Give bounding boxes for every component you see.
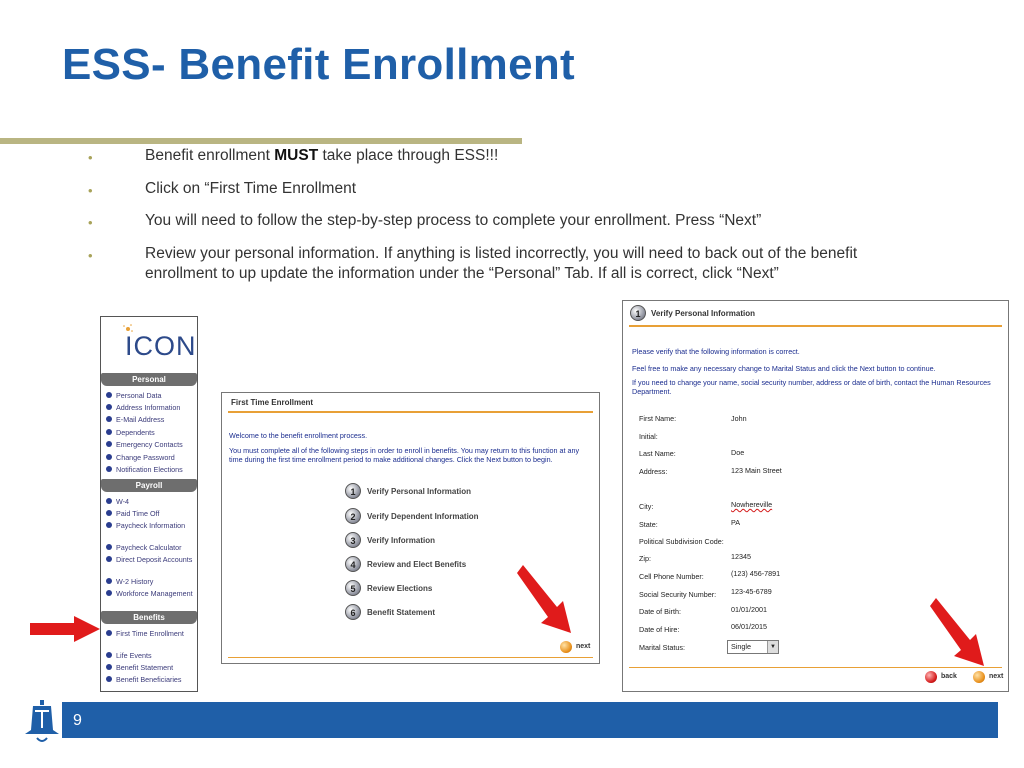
red-arrow-down-right-icon <box>930 598 986 668</box>
step-1-icon: 1 <box>345 483 361 499</box>
bullet-dot-icon <box>106 441 112 447</box>
sidebar-item-benefit-statement[interactable] <box>106 663 194 672</box>
red-arrow-right-icon <box>30 616 100 642</box>
next-arrow-icon[interactable] <box>560 641 572 653</box>
step-2-icon: 2 <box>345 508 361 524</box>
field-label: First Name: <box>639 414 677 423</box>
bullet-dot-icon <box>106 392 112 398</box>
verify-line-3: If you need to change your name, social security number, address or date of birth, contact the Human Resources Department. <box>632 378 991 396</box>
bullet-dot-icon <box>106 498 112 504</box>
sidebar-item-label: W-4 <box>116 497 130 506</box>
welcome-text: Welcome to the benefit enrollment process. <box>229 431 368 440</box>
bullet-marker: • <box>88 150 93 165</box>
field-label: Initial: <box>639 432 658 441</box>
bullet-dot-icon <box>106 676 112 682</box>
sidebar-item-w-2-history[interactable] <box>106 577 194 586</box>
field-label: Address: <box>639 467 668 476</box>
step-4-icon: 4 <box>345 556 361 572</box>
field-label: Political Subdivision Code: <box>639 537 724 546</box>
logo-sparkle-icon <box>123 321 131 329</box>
field-label: State: <box>639 520 658 529</box>
field-label: Last Name: <box>639 449 676 458</box>
bullet-dot-icon <box>106 664 112 670</box>
sidebar-item-label: Address Information <box>116 403 181 412</box>
step-6-label: Benefit Statement <box>367 608 436 617</box>
field-label: Date of Hire: <box>639 625 680 634</box>
sidebar-item-direct-deposit-accounts[interactable] <box>106 555 194 564</box>
ess-sidebar <box>100 316 198 692</box>
bullet-marker: • <box>88 183 93 198</box>
sidebar-item-label: Personal Data <box>116 391 162 400</box>
red-arrow-down-right-icon <box>517 565 573 635</box>
step-6-icon: 6 <box>345 604 361 620</box>
field-value: John <box>731 414 747 423</box>
bullet-marker: • <box>88 215 93 230</box>
bullet-2: Click on “First Time Enrollment <box>145 180 357 197</box>
panel-header: First Time Enrollment <box>231 398 314 407</box>
field-value: 06/01/2015 <box>731 622 767 631</box>
verify-line-2: Feel free to make any necessary change to Marital Status and click the Next button to continue. <box>632 364 936 373</box>
bullet-dot-icon <box>106 652 112 658</box>
bullet-dot-icon <box>106 630 112 636</box>
sidebar-item-paid-time-off[interactable] <box>106 509 194 518</box>
step-1-icon: 1 <box>630 305 646 321</box>
sidebar-item-label: Life Events <box>116 651 152 660</box>
sidebar-item-workforce-management[interactable] <box>106 589 194 598</box>
sidebar-item-notification-elections[interactable] <box>106 465 194 474</box>
step-3-label: Verify Information <box>367 536 436 545</box>
bullet-dot-icon <box>106 416 112 422</box>
sidebar-item-emergency-contacts[interactable] <box>106 440 194 449</box>
step-5-icon: 5 <box>345 580 361 596</box>
footer-bar <box>62 702 998 738</box>
marital-status-select[interactable] <box>727 640 779 654</box>
verify-header: Verify Personal Information <box>651 309 756 318</box>
step-4-label: Review and Elect Benefits <box>367 560 467 569</box>
field-value: 123-45-6789 <box>731 587 772 596</box>
sidebar-section-benefits[interactable]: Benefits <box>101 611 197 624</box>
sidebar-item-label: Notification Elections <box>116 465 183 474</box>
footer-rule <box>228 657 593 658</box>
bullet-dot-icon <box>106 510 112 516</box>
sidebar-item-dependents[interactable] <box>106 428 194 437</box>
sidebar-section-payroll[interactable]: Payroll <box>101 479 197 492</box>
sidebar-item-label: Dependents <box>116 428 155 437</box>
back-button[interactable]: back <box>941 673 957 680</box>
bullet-1-bold: MUST <box>274 147 319 164</box>
next-button[interactable]: next <box>576 643 591 650</box>
verify-header-rule <box>629 325 1002 327</box>
field-label: City: <box>639 502 654 511</box>
bullet-1-post: take place through ESS!!! <box>318 147 499 164</box>
sidebar-item-w-4[interactable] <box>106 497 194 506</box>
bullet-marker: • <box>88 248 93 263</box>
step-3-icon: 3 <box>345 532 361 548</box>
sidebar-item-label: Direct Deposit Accounts <box>116 555 193 564</box>
chevron-down-icon[interactable]: ▼ <box>767 641 778 653</box>
bullet-1-pre: Benefit enrollment <box>145 147 275 164</box>
field-value: PA <box>731 518 741 527</box>
field-value: Doe <box>731 448 745 457</box>
field-label: Cell Phone Number: <box>639 572 704 581</box>
field-value: 01/01/2001 <box>731 605 767 614</box>
step-5-label: Review Elections <box>367 584 433 593</box>
sidebar-item-personal-data[interactable] <box>106 391 194 400</box>
bullet-dot-icon <box>106 578 112 584</box>
sidebar-item-change-password[interactable] <box>106 453 194 462</box>
field-value: 123 Main Street <box>731 466 782 475</box>
bullet-dot-icon <box>106 454 112 460</box>
sidebar-item-label: Benefit Beneficiaries <box>116 675 182 684</box>
next-button[interactable]: next <box>989 673 1004 680</box>
bullet-dot-icon <box>106 466 112 472</box>
field-label: Social Security Number: <box>639 590 717 599</box>
sidebar-item-label: First Time Enrollment <box>116 629 184 638</box>
bullet-4-line-2: enrollment to up update the information under the “Personal” Tab. If all is correct, click “Next” <box>145 265 779 282</box>
sidebar-item-life-events[interactable] <box>106 651 194 660</box>
slide-title: ESS- Benefit Enrollment <box>62 40 575 89</box>
field-value: 12345 <box>731 552 751 561</box>
field-label: Date of Birth: <box>639 607 681 616</box>
liberty-bell-logo-icon <box>25 700 59 744</box>
sidebar-section-personal[interactable]: Personal <box>101 373 197 386</box>
field-value: Nowhereville <box>731 500 773 509</box>
field-label: Zip: <box>639 554 651 563</box>
field-label: Marital Status: <box>639 643 685 652</box>
bullet-dot-icon <box>106 544 112 550</box>
bullet-dot-icon <box>106 590 112 596</box>
page-number: 9 <box>73 712 82 729</box>
step-1-label: Verify Personal Information <box>367 487 472 496</box>
sidebar-item-label: Benefit Statement <box>116 663 174 672</box>
bullet-3: You will need to follow the step-by-step process to complete your enrollment. Press “Next” <box>145 212 762 229</box>
bullet-4-line-1: Review your personal information. If anything is listed incorrectly, you will need to back out of the benefit <box>145 245 858 262</box>
step-2-label: Verify Dependent Information <box>367 512 479 521</box>
bullet-dot-icon <box>106 404 112 410</box>
instructions-text: You must complete all of the following steps in order to enroll in benefits. You may return to this function at any time during the first time enrollment period to make additional changes. Click the Next button to begin. <box>229 446 580 464</box>
sidebar-item-label: Paycheck Information <box>116 521 186 530</box>
header-rule <box>228 411 593 413</box>
bullet-1 <box>145 146 498 166</box>
sidebar-item-paycheck-information[interactable] <box>106 521 194 530</box>
sidebar-item-label: Paycheck Calculator <box>116 543 182 552</box>
next-arrow-icon[interactable] <box>973 671 985 683</box>
sidebar-item-first-time-enrollment[interactable] <box>106 629 194 638</box>
marital-status-value: Single <box>731 642 751 651</box>
sidebar-item-e-mail-address[interactable] <box>106 415 194 424</box>
icon-logo: ICON <box>125 331 197 361</box>
sidebar-item-label: Emergency Contacts <box>116 440 183 449</box>
bullet-dot-icon <box>106 522 112 528</box>
bullet-dot-icon <box>106 429 112 435</box>
sidebar-item-benefit-beneficiaries[interactable] <box>106 675 194 684</box>
verify-line-1: Please verify that the following information is correct. <box>632 347 800 356</box>
sidebar-item-label: Change Password <box>116 453 175 462</box>
sidebar-item-address-information[interactable] <box>106 403 194 412</box>
sidebar-item-paycheck-calculator[interactable] <box>106 543 194 552</box>
back-arrow-icon[interactable] <box>925 671 937 683</box>
title-divider <box>0 138 522 144</box>
sidebar-item-label: E-Mail Address <box>116 415 165 424</box>
bullet-dot-icon <box>106 556 112 562</box>
field-value: (123) 456-7891 <box>731 569 781 578</box>
sidebar-item-label: Workforce Management <box>116 589 193 598</box>
sidebar-item-label: Paid Time Off <box>116 509 160 518</box>
sidebar-item-label: W-2 History <box>116 577 154 586</box>
